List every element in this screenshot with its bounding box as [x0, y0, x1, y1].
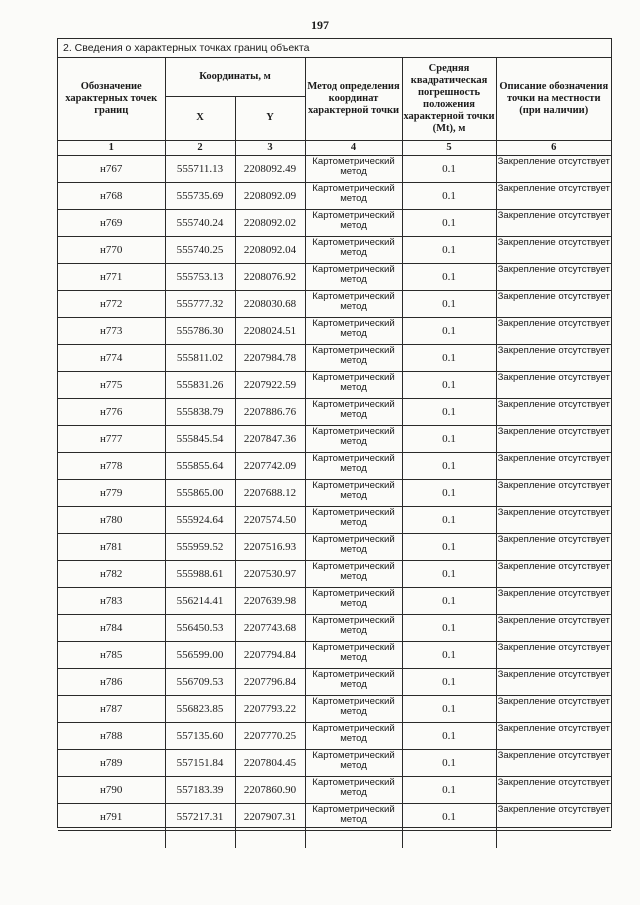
table-row: [58, 668, 611, 695]
header-y: Y: [235, 96, 305, 140]
cell-point: н783: [58, 587, 165, 614]
cell-description: Закрепление отсутствует: [496, 317, 611, 344]
table-row: [58, 533, 611, 560]
cell-description: Закрепление отсутствует: [496, 479, 611, 506]
table-row: [58, 560, 611, 587]
cell-description: Закрепление отсутствует: [496, 344, 611, 371]
table-row: [58, 155, 611, 182]
cell-y: 2207574.50: [235, 506, 305, 533]
cell-x: 555711.13: [165, 155, 235, 182]
cell-point: н781: [58, 533, 165, 560]
table-row: [58, 749, 611, 776]
cell-x: 556709.53: [165, 668, 235, 695]
cell-mean-error: 0.1: [402, 776, 496, 803]
cell-mean-error: 0.1: [402, 533, 496, 560]
cell-x: 555855.64: [165, 452, 235, 479]
cell-point: н768: [58, 182, 165, 209]
cell-y: 2207742.09: [235, 452, 305, 479]
cell-method: Картометрический метод: [305, 263, 402, 290]
cell-y: 2207530.97: [235, 560, 305, 587]
cell-description: Закрепление отсутствует: [496, 614, 611, 641]
cell-y: 2207804.45: [235, 749, 305, 776]
cell-x: 555924.64: [165, 506, 235, 533]
cell-point: н776: [58, 398, 165, 425]
column-number: 5: [402, 140, 496, 155]
cell-y: 2207860.90: [235, 776, 305, 803]
header-description: Описание обозначения точки на местности (при наличии): [496, 58, 611, 140]
cell-description: Закрепление отсутствует: [496, 722, 611, 749]
cell-method: Картометрический метод: [305, 236, 402, 263]
column-number: 4: [305, 140, 402, 155]
cell-point: н789: [58, 749, 165, 776]
cell-mean-error: 0.1: [402, 371, 496, 398]
header-x: X: [165, 96, 235, 140]
table-row: [58, 182, 611, 209]
cell-point: н784: [58, 614, 165, 641]
cell-point: н782: [58, 560, 165, 587]
cell-method: Картометрический метод: [305, 452, 402, 479]
cell-y: 2207516.93: [235, 533, 305, 560]
empty-cell: [165, 830, 235, 848]
cell-mean-error: 0.1: [402, 317, 496, 344]
cell-y: 2208092.49: [235, 155, 305, 182]
cell-x: 555959.52: [165, 533, 235, 560]
cell-point: н791: [58, 803, 165, 830]
cell-x: 556823.85: [165, 695, 235, 722]
cell-x: 555838.79: [165, 398, 235, 425]
cell-method: Картометрический метод: [305, 533, 402, 560]
cell-mean-error: 0.1: [402, 344, 496, 371]
table-row: [58, 722, 611, 749]
cell-description: Закрепление отсутствует: [496, 776, 611, 803]
table-row: [58, 317, 611, 344]
cell-mean-error: 0.1: [402, 236, 496, 263]
cell-description: Закрепление отсутствует: [496, 452, 611, 479]
cell-mean-error: 0.1: [402, 182, 496, 209]
empty-cell: [496, 830, 611, 848]
cell-y: 2208092.02: [235, 209, 305, 236]
cell-y: 2207794.84: [235, 641, 305, 668]
cell-description: Закрепление отсутствует: [496, 425, 611, 452]
cell-mean-error: 0.1: [402, 263, 496, 290]
cell-method: Картометрический метод: [305, 506, 402, 533]
cell-x: 555831.26: [165, 371, 235, 398]
cell-point: н775: [58, 371, 165, 398]
cell-y: 2207793.22: [235, 695, 305, 722]
section-title: 2. Сведения о характерных точках границ объекта: [58, 39, 611, 58]
cell-description: Закрепление отсутствует: [496, 155, 611, 182]
header-method: Метод определения координат характерной точки: [305, 58, 402, 140]
cell-y: 2207907.31: [235, 803, 305, 830]
cell-description: Закрепление отсутствует: [496, 587, 611, 614]
cell-mean-error: 0.1: [402, 614, 496, 641]
cell-x: 555988.61: [165, 560, 235, 587]
cell-mean-error: 0.1: [402, 641, 496, 668]
cell-y: 2208076.92: [235, 263, 305, 290]
cell-y: 2207847.36: [235, 425, 305, 452]
cell-point: н780: [58, 506, 165, 533]
cell-mean-error: 0.1: [402, 452, 496, 479]
cell-mean-error: 0.1: [402, 749, 496, 776]
cell-x: 555753.13: [165, 263, 235, 290]
cell-mean-error: 0.1: [402, 290, 496, 317]
cell-description: Закрепление отсутствует: [496, 803, 611, 830]
cell-method: Картометрический метод: [305, 371, 402, 398]
cell-method: Картометрический метод: [305, 290, 402, 317]
cell-x: 555735.69: [165, 182, 235, 209]
cell-point: н788: [58, 722, 165, 749]
cell-point: н777: [58, 425, 165, 452]
table-row: [58, 641, 611, 668]
table-row: [58, 614, 611, 641]
cell-mean-error: 0.1: [402, 668, 496, 695]
cell-point: н772: [58, 290, 165, 317]
cell-method: Картометрический метод: [305, 182, 402, 209]
table-row: [58, 398, 611, 425]
cell-x: 555740.24: [165, 209, 235, 236]
cell-x: 556214.41: [165, 587, 235, 614]
cell-description: Закрепление отсутствует: [496, 533, 611, 560]
cell-x: 557135.60: [165, 722, 235, 749]
cell-method: Картометрический метод: [305, 587, 402, 614]
cell-description: Закрепление отсутствует: [496, 182, 611, 209]
cell-description: Закрепление отсутствует: [496, 236, 611, 263]
cell-mean-error: 0.1: [402, 560, 496, 587]
table-row: [58, 776, 611, 803]
cell-y: 2207639.98: [235, 587, 305, 614]
cell-method: Картометрический метод: [305, 695, 402, 722]
table-row: [58, 506, 611, 533]
table-row: [58, 479, 611, 506]
table-row: [58, 695, 611, 722]
cell-point: н771: [58, 263, 165, 290]
cell-method: Картометрический метод: [305, 749, 402, 776]
cell-method: Картометрический метод: [305, 614, 402, 641]
cell-y: 2208030.68: [235, 290, 305, 317]
cell-method: Картометрический метод: [305, 344, 402, 371]
cell-method: Картометрический метод: [305, 209, 402, 236]
cell-mean-error: 0.1: [402, 722, 496, 749]
cell-description: Закрепление отсутствует: [496, 398, 611, 425]
empty-cell: [235, 830, 305, 848]
cell-y: 2208092.04: [235, 236, 305, 263]
cell-mean-error: 0.1: [402, 506, 496, 533]
column-number: 3: [235, 140, 305, 155]
table-row: [58, 371, 611, 398]
column-number: 1: [58, 140, 165, 155]
cell-point: н787: [58, 695, 165, 722]
cell-point: н778: [58, 452, 165, 479]
header-coordinates: Координаты, м: [165, 58, 305, 96]
cell-mean-error: 0.1: [402, 587, 496, 614]
cell-method: Картометрический метод: [305, 425, 402, 452]
cell-x: 555740.25: [165, 236, 235, 263]
page-number: 197: [311, 18, 329, 32]
cell-method: Картометрический метод: [305, 317, 402, 344]
table-row: [58, 290, 611, 317]
header-mean-error: Средняя квадратическая погрешность положения характерной точки (Mt), м: [402, 58, 496, 140]
cell-mean-error: 0.1: [402, 425, 496, 452]
cell-x: 555786.30: [165, 317, 235, 344]
empty-cell: [305, 830, 402, 848]
cell-description: Закрепление отсутствует: [496, 371, 611, 398]
cell-description: Закрепление отсутствует: [496, 560, 611, 587]
cell-mean-error: 0.1: [402, 155, 496, 182]
cell-mean-error: 0.1: [402, 803, 496, 830]
cell-description: Закрепление отсутствует: [496, 695, 611, 722]
cell-y: 2208092.09: [235, 182, 305, 209]
cell-mean-error: 0.1: [402, 479, 496, 506]
cell-point: н785: [58, 641, 165, 668]
table-row: [58, 425, 611, 452]
cell-x: 556450.53: [165, 614, 235, 641]
cell-description: Закрепление отсутствует: [496, 263, 611, 290]
cell-method: Картометрический метод: [305, 776, 402, 803]
table-row: [58, 803, 611, 830]
table-body: [58, 155, 611, 848]
table-row: [58, 236, 611, 263]
cell-method: Картометрический метод: [305, 155, 402, 182]
boundary-points-table: [58, 58, 611, 848]
cell-method: Картометрический метод: [305, 560, 402, 587]
cell-description: Закрепление отсутствует: [496, 641, 611, 668]
cell-description: Закрепление отсутствует: [496, 668, 611, 695]
column-number: 6: [496, 140, 611, 155]
document-sheet: [57, 38, 612, 828]
cell-method: Картометрический метод: [305, 803, 402, 830]
cell-y: 2207688.12: [235, 479, 305, 506]
cell-x: 555845.54: [165, 425, 235, 452]
table-row: [58, 587, 611, 614]
cell-x: 557217.31: [165, 803, 235, 830]
cell-method: Картометрический метод: [305, 668, 402, 695]
cell-mean-error: 0.1: [402, 695, 496, 722]
cell-method: Картометрический метод: [305, 479, 402, 506]
cell-y: 2208024.51: [235, 317, 305, 344]
cell-description: Закрепление отсутствует: [496, 290, 611, 317]
cell-x: 555811.02: [165, 344, 235, 371]
empty-cell: [402, 830, 496, 848]
header-point-designation: Обозначение характерных точек границ: [58, 58, 165, 140]
cell-y: 2207770.25: [235, 722, 305, 749]
cell-method: Картометрический метод: [305, 641, 402, 668]
cell-x: 555777.32: [165, 290, 235, 317]
cell-x: 557183.39: [165, 776, 235, 803]
cell-point: н769: [58, 209, 165, 236]
cell-description: Закрепление отсутствует: [496, 506, 611, 533]
cell-y: 2207886.76: [235, 398, 305, 425]
cell-description: Закрепление отсутствует: [496, 749, 611, 776]
cell-x: 557151.84: [165, 749, 235, 776]
cell-method: Картометрический метод: [305, 722, 402, 749]
column-number: 2: [165, 140, 235, 155]
cell-x: 555865.00: [165, 479, 235, 506]
empty-cell: [58, 830, 165, 848]
table-row: [58, 452, 611, 479]
cell-y: 2207984.78: [235, 344, 305, 371]
cell-mean-error: 0.1: [402, 209, 496, 236]
cell-point: н790: [58, 776, 165, 803]
cell-description: Закрепление отсутствует: [496, 209, 611, 236]
cell-point: н779: [58, 479, 165, 506]
cell-y: 2207796.84: [235, 668, 305, 695]
cell-point: н767: [58, 155, 165, 182]
table-row: [58, 344, 611, 371]
cell-y: 2207743.68: [235, 614, 305, 641]
empty-row: [58, 830, 611, 848]
cell-point: н773: [58, 317, 165, 344]
table-row: [58, 209, 611, 236]
cell-point: н774: [58, 344, 165, 371]
table-row: [58, 263, 611, 290]
cell-y: 2207922.59: [235, 371, 305, 398]
cell-x: 556599.00: [165, 641, 235, 668]
cell-mean-error: 0.1: [402, 398, 496, 425]
cell-point: н770: [58, 236, 165, 263]
cell-point: н786: [58, 668, 165, 695]
cell-method: Картометрический метод: [305, 398, 402, 425]
